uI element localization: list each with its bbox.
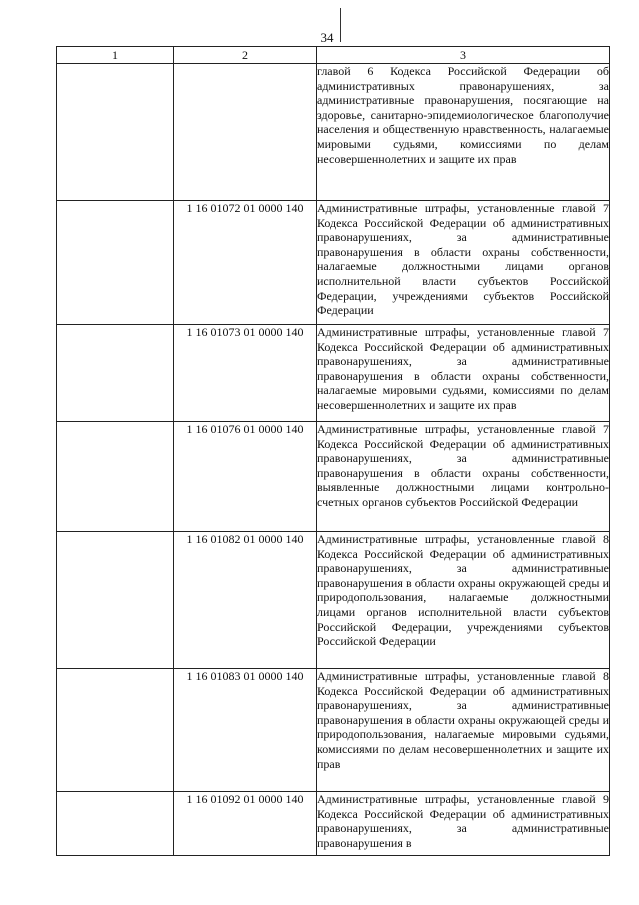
description-cell bbox=[317, 422, 610, 532]
table-row bbox=[57, 422, 610, 532]
budget-code: 1 16 01072 01 0000 140 bbox=[174, 201, 317, 325]
budget-code: 1 16 01076 01 0000 140 bbox=[174, 422, 317, 532]
table-row bbox=[57, 325, 610, 422]
description-cell bbox=[317, 792, 610, 856]
table-row bbox=[57, 792, 610, 856]
table-row bbox=[57, 201, 610, 325]
description-cell bbox=[317, 64, 610, 201]
description-text: Административные штрафы, установленные главой 7 Кодекса Российской Федерации об административных правонарушениях, за административные правонарушения в области охраны собственности, выявленные должностными лицами контрольно-счетных органов субъектов Российской Федерации bbox=[317, 422, 609, 509]
table-header-row bbox=[57, 47, 610, 64]
table-row bbox=[57, 669, 610, 792]
description-cell bbox=[317, 201, 610, 325]
budget-code: 1 16 01083 01 0000 140 bbox=[174, 669, 317, 792]
description-text: Административные штрафы, установленные главой 7 Кодекса Российской Федерации об административных правонарушениях, за административные правонарушения в области охраны собственности, налагаемые мировыми судьями, комиссиями по делам несовершеннолетних и защите их прав bbox=[317, 325, 609, 412]
empty-cell bbox=[57, 201, 174, 325]
budget-code: 1 16 01073 01 0000 140 bbox=[174, 325, 317, 422]
description-cell bbox=[317, 325, 610, 422]
description-text: Административные штрафы, установленные главой 8 Кодекса Российской Федерации об административных правонарушениях, за административные правонарушения в области охраны окружающей среды и природопользования, налагаемые мировыми судьями, комиссиями по делам несовершеннолетних и защите их прав bbox=[317, 669, 609, 771]
empty-cell bbox=[57, 669, 174, 792]
description-text: Административные штрафы, установленные главой 7 Кодекса Российской Федерации об административных правонарушениях, за административные правонарушения в области охраны собственности, налагаемые должностными лицами органов исполнительной власти субъектов Российской Федерации, учреждениями субъектов Российской Федерации bbox=[317, 201, 609, 318]
table-row bbox=[57, 64, 610, 201]
table-row bbox=[57, 532, 610, 669]
description-cell bbox=[317, 532, 610, 669]
description-text: Административные штрафы, установленные главой 8 Кодекса Российской Федерации об административных правонарушениях, за административные правонарушения в области охраны окружающей среды и природопользования, налагаемые должностными лицами органов исполнительной власти субъектов Российской Федерации, учреждениями субъектов Российской Федерации bbox=[317, 532, 609, 649]
column-header-3: 3 bbox=[317, 47, 610, 64]
empty-cell bbox=[57, 532, 174, 669]
column-header-1: 1 bbox=[57, 47, 174, 64]
description-text: главой 6 Кодекса Российской Федерации об административных правонарушениях, за административные правонарушения, посягающие на здоровье, санитарно-эпидемиологическое благополучие населения и общественную нравственность, налагаемые мировыми судьями, комиссиями по делам несовершеннолетних и защите их прав bbox=[317, 64, 609, 166]
page-number: 34 bbox=[320, 30, 334, 45]
description-cell bbox=[317, 669, 610, 792]
empty-cell bbox=[57, 64, 174, 201]
budget-code: 1 16 01082 01 0000 140 bbox=[174, 532, 317, 669]
empty-cell bbox=[57, 325, 174, 422]
empty-cell bbox=[57, 792, 174, 856]
description-text: Административные штрафы, установленные главой 9 Кодекса Российской Федерации об административных правонарушениях, за административные правонарушения в bbox=[317, 792, 609, 850]
column-header-2: 2 bbox=[174, 47, 317, 64]
budget-code-table bbox=[56, 46, 610, 856]
budget-code: 1 16 01092 01 0000 140 bbox=[174, 792, 317, 856]
budget-code bbox=[174, 64, 317, 201]
empty-cell bbox=[57, 422, 174, 532]
